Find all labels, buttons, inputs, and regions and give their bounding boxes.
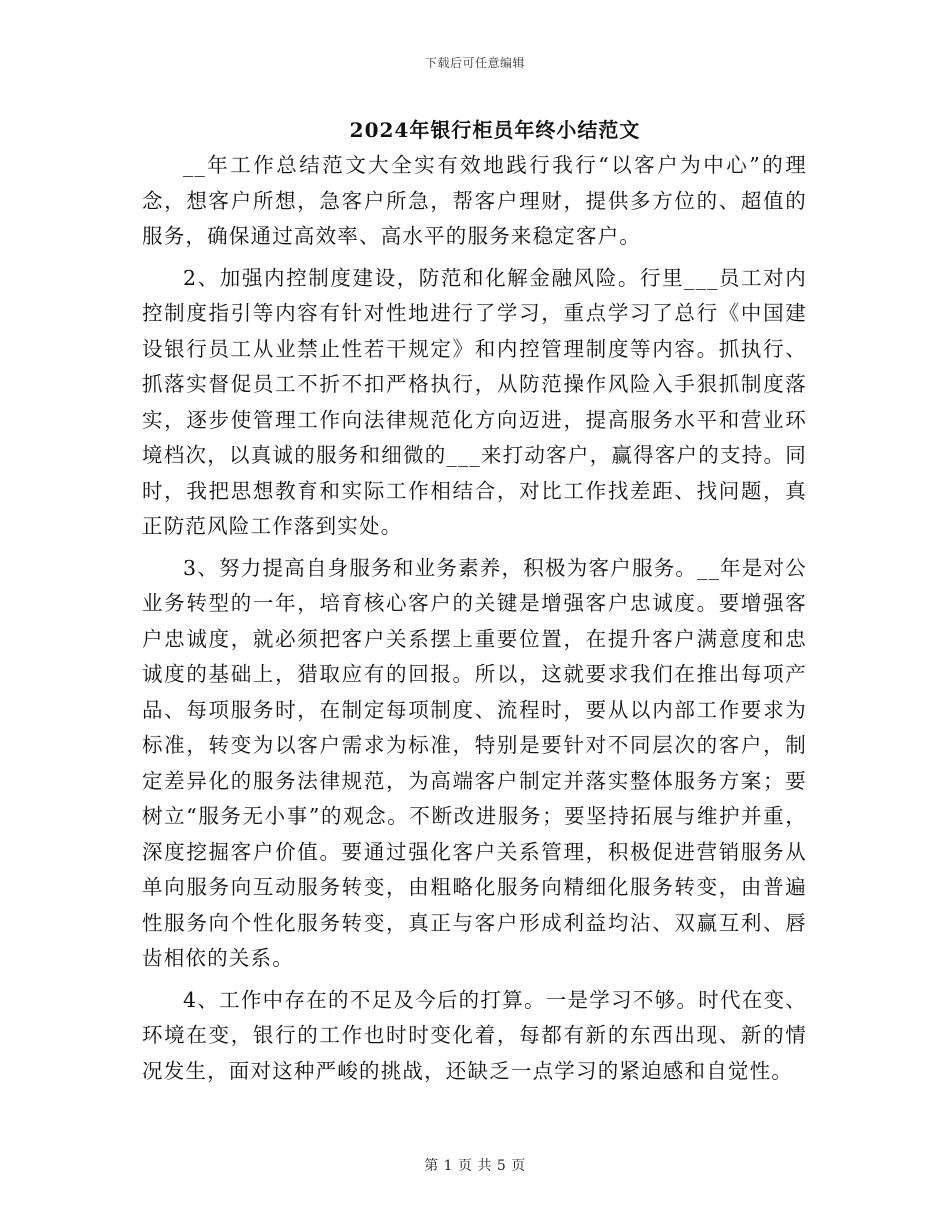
page-footer: 第 1 页 共 5 页 [424, 1158, 526, 1174]
paragraph-3: 3、努力提高自身服务和业务素养，积极为客户服务。__年是对公业务转型的一年，培育核心客户的关键是增强客户忠诚度。要增强客户忠诚度，就必须把客户关系摆上重要位置，在提升客户满意度和忠诚度的基础上，猎取应有的回报。所以，这就要求我们在推出每项产品、每项服务时，在制定每项制度、流程时，要从以内部工作要求为标准，转变为以客户需求为标准，特别是要针对不同层次的客户，制定差异化的服务法律规范，为高端客户制定并落实整体服务方案；要树立“服务无小事”的观念。不断改进服务；要坚持拓展与维护并重，深度挖掘客户价值。要通过强化客户关系管理，积极促进营销服务从单向服务向互动服务转变，由粗略化服务向精细化服务转变，由普遍性服务向个性化服务转变，真正与客户形成利益均沾、双赢互利、唇齿相依的关系。 [142, 555, 807, 970]
document-body [142, 148, 807, 1095]
paragraph-2: 2、加强内控制度建设，防范和化解金融风险。行里___员工对内控制度指引等内容有针对性地进行了学习，重点学习了总行《中国建设银行员工从业禁止性若干规定》和内控管理制度等内容。抓执行、抓落实督促员工不折不扣严格执行，从防范操作风险入手狠抓制度落实，逐步使管理工作向法律规范化方向迈进，提高服务水平和营业环境档次，以真诚的服务和细微的___来打动客户，赢得客户的支持。同时，我把思想教育和实际工作相结合，对比工作找差距、找问题，真正防范风险工作落到实处。 [142, 265, 807, 538]
document-title: 2024年银行柜员年终小结范文 [349, 118, 641, 142]
header-note: 下载后可任意编辑 [424, 56, 525, 70]
paragraph-4: 4、工作中存在的不足及今后的打算。一是学习不够。时代在变、环境在变，银行的工作也时时变化着，每都有新的东西出现、新的情况发生，面对这种严峻的挑战，还缺乏一点学习的紧迫感和自觉性。 [142, 987, 807, 1083]
paragraph-1: __年工作总结范文大全实有效地践行我行“以客户为中心”的理念，想客户所想，急客户所急，帮客户理财，提供多方位的、超值的服务，确保通过高效率、高水平的服务来稳定客户。 [142, 153, 807, 248]
